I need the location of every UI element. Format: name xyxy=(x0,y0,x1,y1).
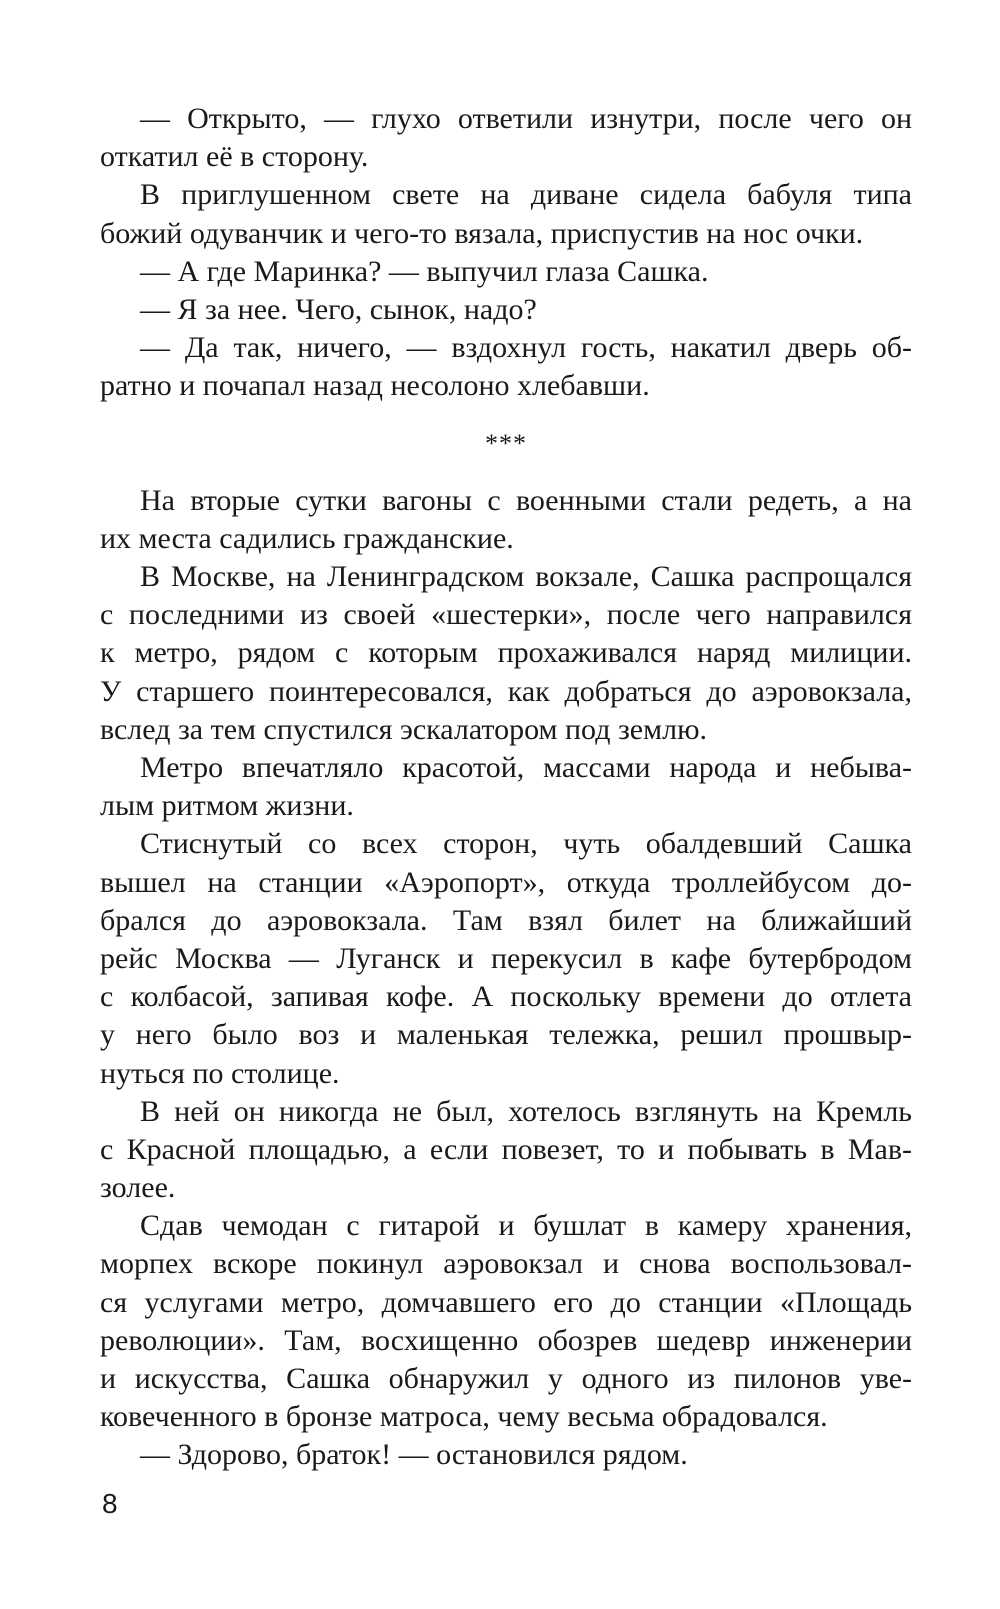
text-line: лым ритмом жизни. xyxy=(100,789,354,823)
text-line: их места садились гражданские. xyxy=(100,521,514,555)
paragraph xyxy=(100,1207,912,1436)
text-line: с колбасой, запивая кофе. А поскольку времени до отлета xyxy=(100,980,912,1014)
text-line: ся услугами метро, домчавшего его до станции «Площадь xyxy=(100,1285,912,1319)
text-line: вышел на станции «Аэропорт», откуда троллейбусом до- xyxy=(100,865,912,899)
text-line: У старшего поинтересовался, как добраться до аэровокзала, xyxy=(100,674,912,708)
text-line: откатил её в сторону. xyxy=(100,140,369,174)
paragraph xyxy=(100,1436,912,1474)
text-line: — Я за нее. Чего, сынок, надо? xyxy=(140,292,537,326)
text-line: — Здорово, браток! — остановился рядом. xyxy=(140,1438,688,1472)
text-line: — Открыто, — глухо ответили изнутри, после чего он xyxy=(140,102,912,135)
text-line: В приглушенном свете на диване сидела бабуля типа xyxy=(140,178,912,212)
page-body-text xyxy=(100,100,912,1475)
text-line: брался до аэровокзала. Там взял билет на ближайший xyxy=(100,903,912,937)
text-line: рейс Москва — Луганск и перекусил в кафе бутербродом xyxy=(100,941,912,975)
paragraph xyxy=(100,482,912,558)
text-line: и искусства, Сашка обнаружил у одного из пилонов уве- xyxy=(100,1362,912,1395)
text-line: божий одуванчик и чего-то вязала, приспустив на нос очки. xyxy=(100,216,864,250)
section-break: *** xyxy=(485,428,527,458)
paragraph xyxy=(100,329,912,405)
text-line: с последними из своей «шестерки», после чего направился xyxy=(100,598,912,632)
text-line: — А где Маринка? — выпучил глаза Сашка. xyxy=(140,254,709,288)
text-line: к метро, рядом с которым прохаживался наряд милиции. xyxy=(100,636,912,670)
text-line: революции». Там, восхищенно обозрев шедевр инженерии xyxy=(100,1323,912,1357)
text-line: ратно и почапал назад несолоно хлебавши. xyxy=(100,369,650,403)
paragraph xyxy=(100,558,912,749)
paragraph xyxy=(100,825,912,1092)
text-line: На вторые сутки вагоны с военными стали редеть, а на xyxy=(140,483,912,517)
text-line: ковеченного в бронзе матроса, чему весьма обрадовался. xyxy=(100,1400,828,1434)
paragraph xyxy=(100,253,912,291)
paragraph xyxy=(100,1093,912,1208)
paragraph xyxy=(100,291,912,329)
text-line: В ней он никогда не был, хотелось взглянуть на Кремль xyxy=(140,1094,912,1128)
text-line: с Красной площадью, а если повезет, то и побывать в Мав- xyxy=(100,1132,912,1166)
paragraph xyxy=(100,176,912,252)
text-line: Метро впечатляло красотой, массами народа и небыва- xyxy=(140,751,912,784)
text-line: В Москве, на Ленинградском вокзале, Сашка распрощался xyxy=(140,560,912,594)
text-line: Сдав чемодан с гитарой и бушлат в камеру хранения, xyxy=(140,1209,912,1243)
paragraph xyxy=(100,749,912,825)
text-line: золее. xyxy=(100,1171,176,1205)
text-line: — Да так, ничего, — вздохнул гость, накатил дверь об- xyxy=(140,331,912,365)
paragraph xyxy=(100,100,912,176)
text-line: Стиснутый со всех сторон, чуть обалдевший Сашка xyxy=(140,827,912,861)
text-line: нуться по столице. xyxy=(100,1056,340,1090)
text-line: вслед за тем спустился эскалатором под землю. xyxy=(100,712,707,746)
text-line: у него было воз и маленькая тележка, решил прошвыр- xyxy=(100,1018,912,1052)
text-line: морпех вскоре покинул аэровокзал и снова воспользовал- xyxy=(100,1247,912,1281)
page-number: 8 xyxy=(102,1488,118,1519)
